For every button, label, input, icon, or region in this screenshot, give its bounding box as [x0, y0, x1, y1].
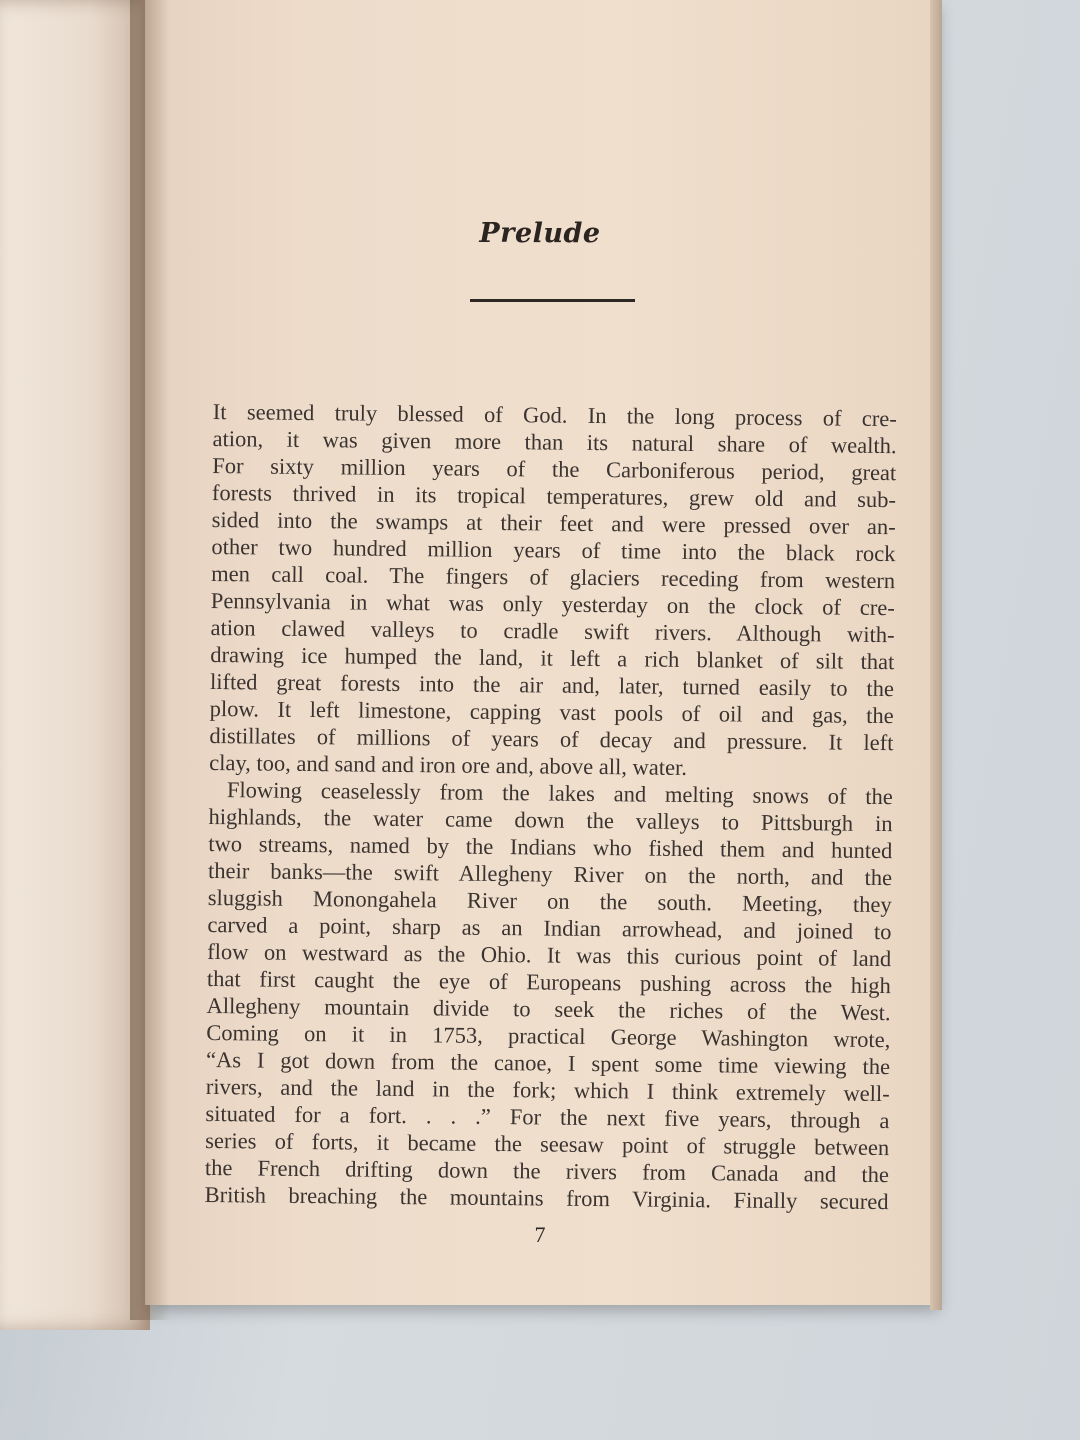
text-line: sided into the swamps at their feet and were pressed over an-: [211, 506, 896, 540]
text-line: other two hundred million years of time into the black rock: [211, 533, 896, 567]
left-page: [0, 0, 150, 1330]
text-line: sluggish Monongahela River on the south. Meeting, they: [207, 884, 892, 918]
text-line: plow. It left limestone, capping vast pools of oil and gas, the: [209, 695, 894, 729]
text-line: distillates of millions of years of decay and pressure. It left: [209, 722, 894, 756]
text-line: that first caught the eye of Europeans pushing across the high: [206, 965, 892, 999]
text-line: rivers, and the land in the fork; which I think extremely well-: [205, 1073, 890, 1107]
page-edge: [930, 0, 942, 1310]
text-line: carved a point, sharp as an Indian arrowhead, and joined to: [207, 911, 892, 945]
text-line: British breaching the mountains from Virginia. Finally secured: [204, 1181, 889, 1215]
text-line: highlands, the water came down the valleys to Pittsburgh in: [208, 803, 893, 837]
text-line: clay, too, and sand and iron ore and, above all, water.: [209, 749, 688, 780]
text-line: drawing ice humped the land, it left a rich blanket of silt that: [210, 641, 895, 675]
text-line: forests thrived in its tropical temperatures, grew old and sub-: [211, 479, 897, 513]
text-line: their banks—the swift Allegheny River on the north, and the: [207, 857, 893, 891]
page-number: 7: [534, 1222, 546, 1247]
text-line: Allegheny mountain divide to seek the riches of the West.: [206, 992, 891, 1026]
text-line: two streams, named by the Indians who fished them and hunted: [208, 830, 893, 864]
text-line: Pennsylvania in what was only yesterday on the clock of cre-: [210, 587, 895, 621]
text-line: the French drifting down the rivers from Canada and the: [204, 1154, 890, 1188]
text-line: It seemed truly blessed of God. In the long process of cre-: [212, 398, 897, 432]
text-line: Coming on it in 1753, practical George Washington wrote,: [206, 1019, 891, 1053]
book-page: [145, 0, 935, 1305]
text-line: situated for a fort. . . .” For the next five years, through a: [205, 1100, 890, 1134]
title-rule: [470, 299, 635, 302]
text-line: lifted great forests into the air and, later, turned easily to the: [209, 668, 895, 702]
text-line: flow on westward as the Ohio. It was this curious point of land: [207, 938, 892, 972]
text-line: series of forts, it became the seesaw point of struggle between: [205, 1127, 890, 1161]
text-line: “As I got down from the canoe, I spent some time viewing the: [205, 1046, 891, 1080]
text-line: ation, it was given more than its natural share of wealth.: [212, 425, 897, 459]
text-line: Flowing ceaselessly from the lakes and melting snows of the: [226, 777, 893, 810]
text-line: men call coal. The fingers of glaciers receding from western: [211, 560, 896, 594]
text-line: ation clawed valleys to cradle swift rivers. Although with-: [210, 614, 895, 648]
text-line: For sixty million years of the Carboniferous period, great: [212, 452, 897, 486]
book-gutter: [130, 0, 170, 1320]
body-text: [205, 398, 897, 1215]
chapter-title: Prelude: [479, 218, 601, 249]
